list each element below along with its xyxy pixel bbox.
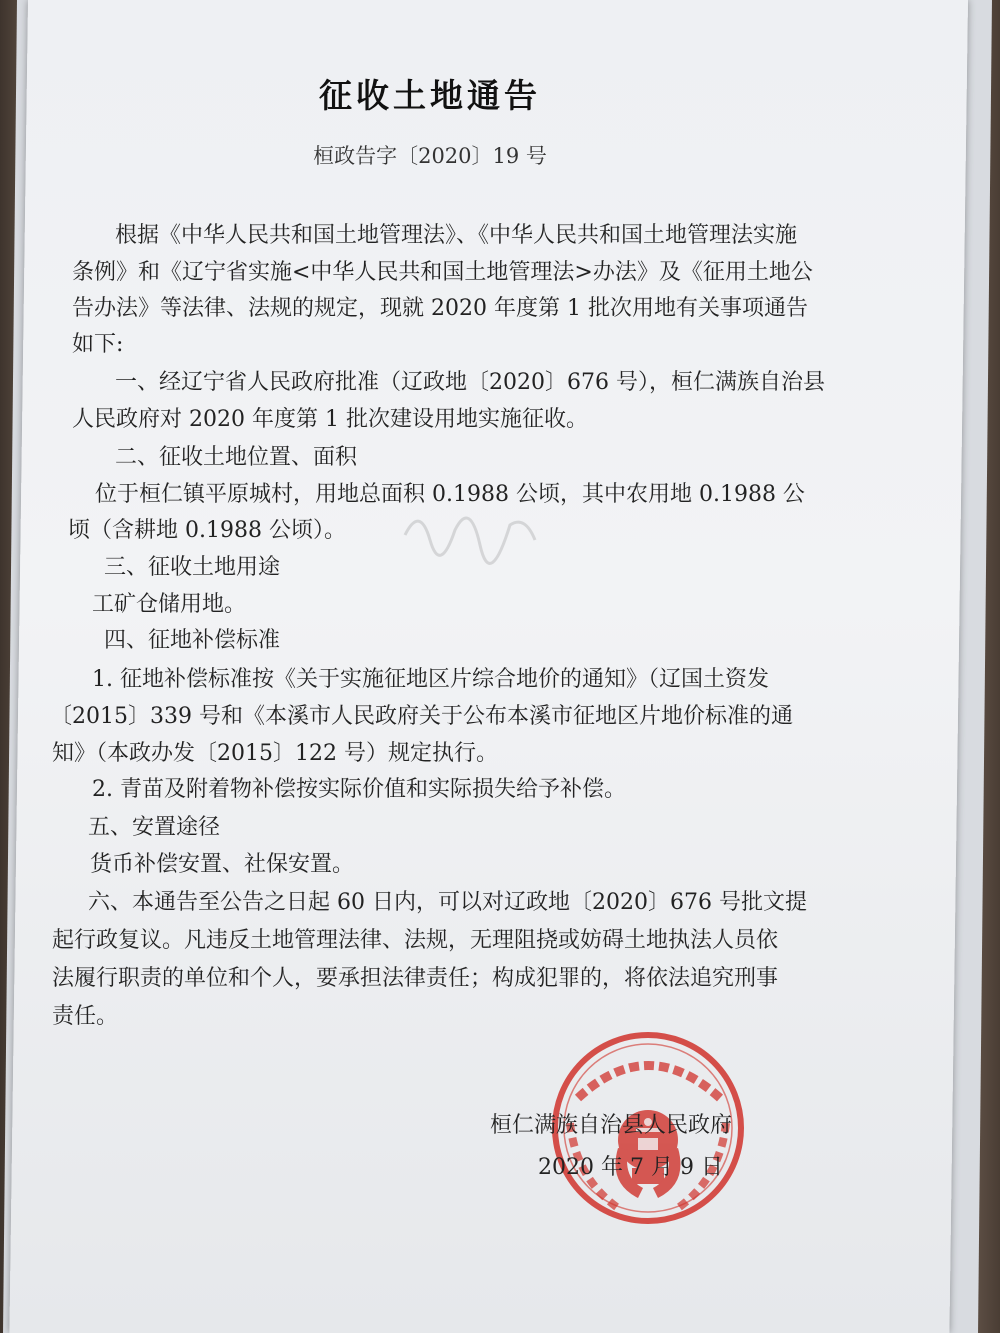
section-4-item-1-line-3: 知》（本政办发〔2015〕122 号）规定执行。 [52, 741, 498, 766]
section-2-line-1: 位于桓仁镇平原城村，用地总面积 0.1988 公顷，其中农用地 0.1988 公 [95, 482, 805, 507]
section-2-heading: 二、征收土地位置、面积 [115, 445, 358, 470]
body-line-4: 如下: [72, 332, 124, 357]
section-6-line-1: 六、本通告至公告之日起 60 日内，可以对辽政地〔2020〕676 号批文提 [88, 890, 807, 915]
section-4-item-2: 2. 青苗及附着物补偿按实际价值和实际损失给予补偿。 [92, 777, 626, 802]
body-line-3: 告办法》等法律、法规的规定，现就 2020 年度第 1 批次用地有关事项通告 [72, 296, 808, 321]
section-1-line-1: 一、经辽宁省人民政府批准（辽政地〔2020〕676 号），桓仁满族自治县 [115, 370, 825, 395]
section-6-line-3: 法履行职责的单位和个人，要承担法律责任；构成犯罪的，将依法追究刑事 [52, 966, 779, 991]
section-4-item-1-line-2: 〔2015〕339 号和《本溪市人民政府关于公布本溪市征地区片地价标准的通 [50, 704, 793, 729]
section-4-item-1-line-1: 1. 征地补偿标准按《关于实施征地区片综合地价的通知》（辽国土资发 [92, 667, 769, 692]
section-3-heading: 三、征收土地用途 [104, 555, 281, 580]
section-1-line-2: 人民政府对 2020 年度第 1 批次建设用地实施征收。 [72, 407, 588, 432]
section-5-line-1: 货币补偿安置、社保安置。 [90, 852, 355, 877]
document-title: 征收土地通告 [319, 76, 541, 115]
section-5-heading: 五、安置途径 [88, 815, 221, 840]
section-3-line-1: 工矿仓储用地。 [92, 592, 247, 617]
body-line-1: 根据《中华人民共和国土地管理法》、《中华人民共和国土地管理法实施 [115, 223, 798, 248]
issuing-organization: 桓仁满族自治县人民政府 [490, 1113, 733, 1138]
section-6-line-2: 起行政复议。凡违反土地管理法律、法规，无理阻挠或妨碍土地执法人员依 [52, 928, 779, 953]
section-6-line-4: 责任。 [52, 1004, 119, 1029]
document-number: 桓政告字〔2020〕19 号 [313, 144, 547, 168]
section-4-heading: 四、征地补偿标准 [104, 628, 281, 653]
body-line-2: 条例》和《辽宁省实施<中华人民共和国土地管理法>办法》及《征用土地公 [72, 260, 813, 285]
section-2-line-2: 顷（含耕地 0.1988 公顷）。 [68, 518, 346, 543]
issue-date: 2020 年 7 月 9 日 [538, 1155, 723, 1180]
